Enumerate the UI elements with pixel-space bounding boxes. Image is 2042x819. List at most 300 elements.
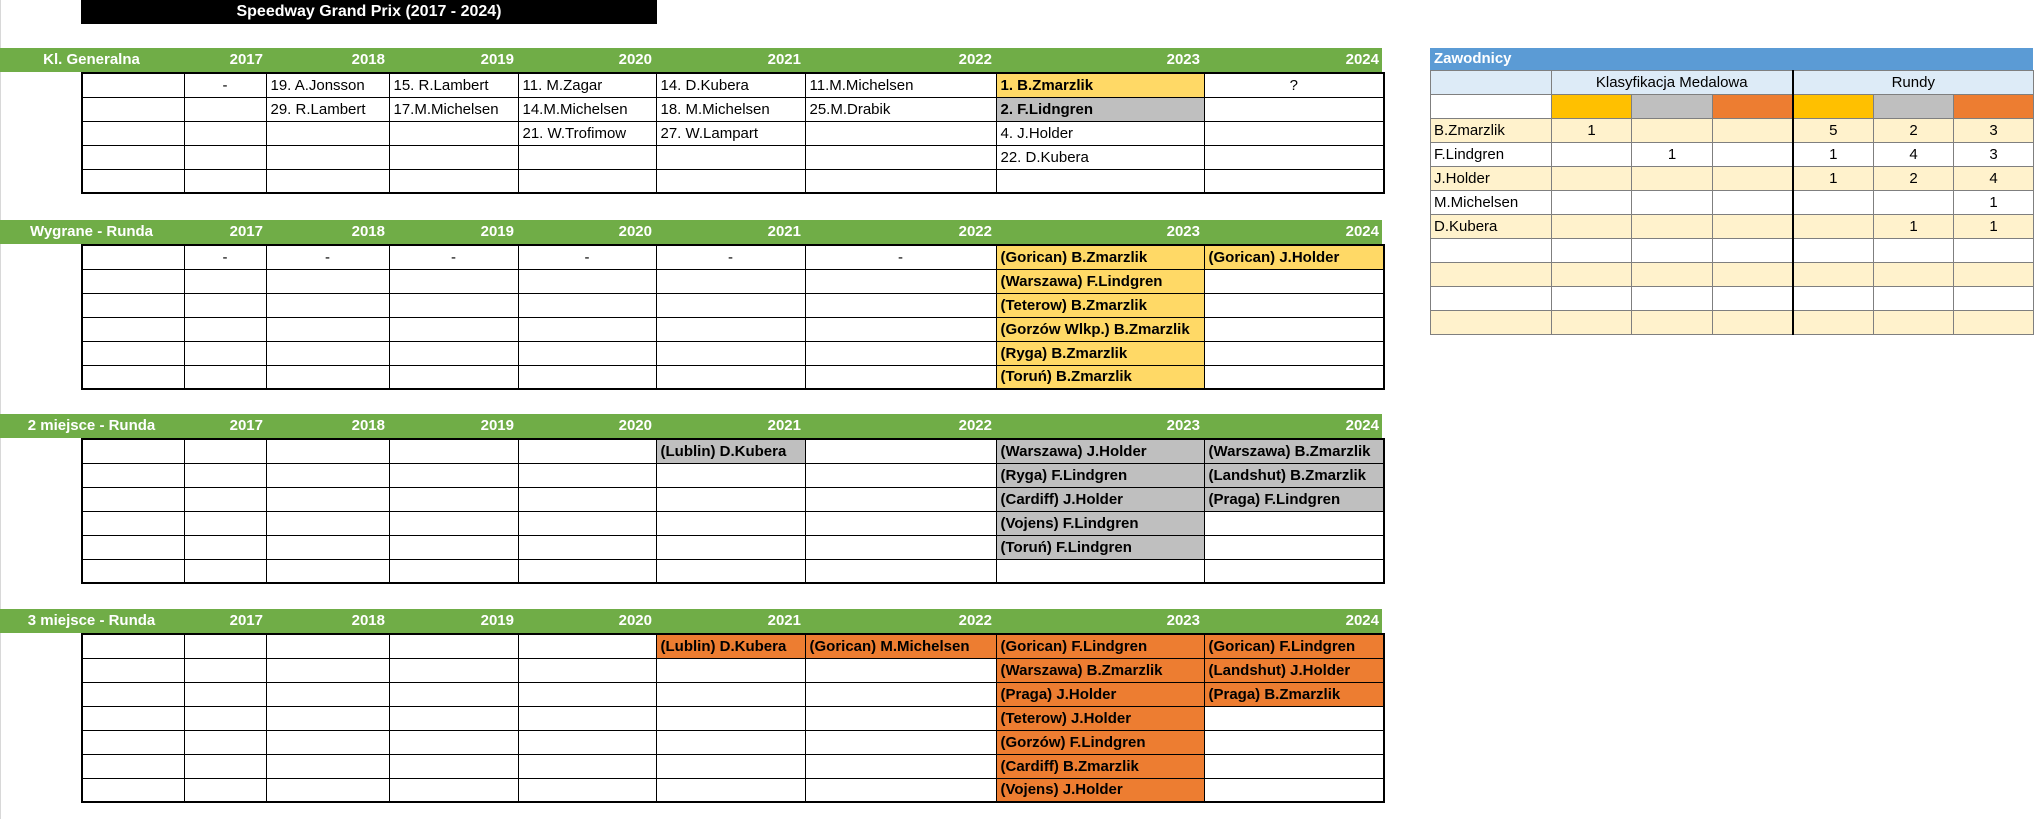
table-cell[interactable]: (Vojens) J.Holder xyxy=(996,778,1204,802)
table-cell[interactable] xyxy=(1552,167,1632,191)
table-cell[interactable] xyxy=(518,439,656,463)
table-cell[interactable]: 1 xyxy=(1793,167,1874,191)
table-cell[interactable] xyxy=(266,317,389,341)
table-cell[interactable] xyxy=(656,511,805,535)
table-cell[interactable] xyxy=(518,658,656,682)
table-cell[interactable]: 18. M.Michelsen xyxy=(656,97,805,121)
table-cell[interactable] xyxy=(1793,239,1874,263)
medal-classification-label: Klasyfikacja Medalowa xyxy=(1552,71,1793,95)
year-2019: 2019 xyxy=(480,417,514,434)
table-cell[interactable] xyxy=(389,634,518,658)
table-cell[interactable] xyxy=(389,487,518,511)
table-cell[interactable] xyxy=(266,293,389,317)
year-2021: 2021 xyxy=(767,51,801,68)
table-cell[interactable]: - xyxy=(656,245,805,269)
table-cell[interactable]: - xyxy=(184,245,266,269)
table-cell[interactable]: 1 xyxy=(1954,191,2034,215)
table-cell[interactable] xyxy=(266,706,389,730)
table-cell[interactable]: (Ryga) B.Zmarzlik xyxy=(996,341,1204,365)
year-2024: 2024 xyxy=(1345,223,1379,240)
table-cell[interactable] xyxy=(266,269,389,293)
table-cell[interactable] xyxy=(389,169,518,193)
table-cell[interactable] xyxy=(82,439,184,463)
table-cell[interactable]: (Landshut) J.Holder xyxy=(1204,658,1384,682)
table-cell[interactable] xyxy=(656,559,805,583)
table-cell[interactable] xyxy=(656,487,805,511)
table-row xyxy=(82,511,1384,535)
table-cell[interactable] xyxy=(656,682,805,706)
table-cell[interactable]: F.Lindgren xyxy=(1431,143,1552,167)
table-cell[interactable] xyxy=(805,145,996,169)
table-cell[interactable] xyxy=(1552,311,1632,335)
table-cell[interactable]: 4. J.Holder xyxy=(996,121,1204,145)
table-cell[interactable]: (Praga) J.Holder xyxy=(996,682,1204,706)
table-cell[interactable]: (Gorican) F.Lindgren xyxy=(1204,634,1384,658)
table-cell[interactable]: (Warszawa) B.Zmarzlik xyxy=(996,658,1204,682)
table-cell[interactable] xyxy=(184,682,266,706)
table-cell[interactable] xyxy=(1204,706,1384,730)
table-cell[interactable] xyxy=(1204,317,1384,341)
table-cell[interactable] xyxy=(1552,263,1632,287)
table-cell[interactable] xyxy=(389,341,518,365)
table-cell[interactable] xyxy=(1552,287,1632,311)
table-cell[interactable] xyxy=(82,245,184,269)
table-cell[interactable] xyxy=(518,341,656,365)
table-cell[interactable] xyxy=(1204,754,1384,778)
table-cell[interactable] xyxy=(266,535,389,559)
rounds-label: Rundy xyxy=(1793,71,2034,95)
table-cell[interactable] xyxy=(805,658,996,682)
table-cell[interactable] xyxy=(518,778,656,802)
table-cell[interactable] xyxy=(1713,311,1793,335)
table-cell[interactable] xyxy=(1954,287,2034,311)
table-cell[interactable] xyxy=(805,439,996,463)
table-cell[interactable] xyxy=(184,511,266,535)
table-cell[interactable]: 29. R.Lambert xyxy=(266,97,389,121)
table-cell[interactable] xyxy=(656,754,805,778)
table-cell[interactable]: (Gorican) M.Michelsen xyxy=(805,634,996,658)
table-cell[interactable] xyxy=(1552,239,1632,263)
table-cell[interactable] xyxy=(82,145,184,169)
table-cell[interactable]: 2 xyxy=(1874,119,1954,143)
table-cell[interactable] xyxy=(1632,191,1713,215)
table-cell[interactable]: 1 xyxy=(1632,143,1713,167)
table-cell[interactable] xyxy=(82,293,184,317)
table-cell[interactable] xyxy=(184,145,266,169)
table-cell[interactable] xyxy=(266,169,389,193)
table-cell[interactable] xyxy=(518,730,656,754)
table-cell[interactable] xyxy=(1874,263,1954,287)
table-cell[interactable] xyxy=(805,121,996,145)
table-cell[interactable] xyxy=(518,535,656,559)
table-cell[interactable] xyxy=(1793,263,1874,287)
table-cell[interactable] xyxy=(1793,287,1874,311)
table-cell[interactable] xyxy=(266,121,389,145)
table-cell[interactable] xyxy=(389,730,518,754)
table-cell[interactable] xyxy=(1713,119,1793,143)
table-cell[interactable]: 1 xyxy=(1954,215,2034,239)
table-cell[interactable]: 17.M.Michelsen xyxy=(389,97,518,121)
table-cell[interactable] xyxy=(1632,167,1713,191)
table-cell[interactable] xyxy=(656,269,805,293)
table-cell[interactable] xyxy=(389,559,518,583)
table-cell[interactable] xyxy=(389,145,518,169)
table-cell[interactable]: (Vojens) F.Lindgren xyxy=(996,511,1204,535)
table-cell[interactable] xyxy=(266,365,389,389)
table-cell[interactable] xyxy=(266,682,389,706)
table-cell[interactable] xyxy=(266,463,389,487)
table-cell[interactable] xyxy=(805,778,996,802)
table-cell[interactable]: 2 xyxy=(1874,167,1954,191)
table-cell[interactable] xyxy=(266,778,389,802)
table-cell[interactable] xyxy=(1431,239,1552,263)
table-cell[interactable]: (Warszawa) B.Zmarzlik xyxy=(1204,439,1384,463)
table-cell[interactable] xyxy=(266,439,389,463)
table-cell[interactable] xyxy=(1713,191,1793,215)
table-cell[interactable] xyxy=(184,317,266,341)
table-cell[interactable] xyxy=(805,535,996,559)
table-cell[interactable] xyxy=(805,730,996,754)
table-cell[interactable]: 1 xyxy=(1874,215,1954,239)
table-cell[interactable] xyxy=(518,487,656,511)
table-cell[interactable] xyxy=(184,634,266,658)
table-cell[interactable]: 4 xyxy=(1954,167,2034,191)
table-cell[interactable] xyxy=(1632,263,1713,287)
table-cell[interactable] xyxy=(266,487,389,511)
table-cell[interactable]: (Teterow) B.Zmarzlik xyxy=(996,293,1204,317)
table-cell[interactable] xyxy=(1874,311,1954,335)
table-cell[interactable] xyxy=(184,730,266,754)
table-cell[interactable] xyxy=(389,535,518,559)
table-cell[interactable] xyxy=(1874,287,1954,311)
table-cell[interactable] xyxy=(184,269,266,293)
table-cell[interactable] xyxy=(389,439,518,463)
table-cell[interactable]: 1 xyxy=(1552,119,1632,143)
table-cell[interactable]: (Gorican) J.Holder xyxy=(1204,245,1384,269)
year-2017: 2017 xyxy=(229,612,263,629)
table-cell[interactable] xyxy=(1713,143,1793,167)
table-cell[interactable] xyxy=(1713,263,1793,287)
table-cell[interactable] xyxy=(656,293,805,317)
table-cell[interactable] xyxy=(266,341,389,365)
table-cell[interactable]: (Gorican) B.Zmarzlik xyxy=(996,245,1204,269)
table-cell[interactable] xyxy=(82,121,184,145)
table-cell[interactable] xyxy=(996,559,1204,583)
table-cell[interactable] xyxy=(82,559,184,583)
table-cell[interactable] xyxy=(518,706,656,730)
table-cell[interactable] xyxy=(1204,269,1384,293)
table-cell[interactable] xyxy=(805,487,996,511)
table-cell[interactable] xyxy=(82,658,184,682)
table-cell[interactable]: 4 xyxy=(1874,143,1954,167)
table-cell[interactable] xyxy=(82,365,184,389)
table-cell[interactable]: 2. F.Lidngren xyxy=(996,97,1204,121)
table-cell[interactable] xyxy=(1204,511,1384,535)
table-cell[interactable]: 1 xyxy=(1793,143,1874,167)
table-cell[interactable] xyxy=(1431,287,1552,311)
table-cell[interactable]: (Praga) F.Lindgren xyxy=(1204,487,1384,511)
table-cell[interactable] xyxy=(82,511,184,535)
table-cell[interactable]: 15. R.Lambert xyxy=(389,73,518,97)
table-cell[interactable] xyxy=(266,511,389,535)
table-cell[interactable]: (Landshut) B.Zmarzlik xyxy=(1204,463,1384,487)
table-cell[interactable]: (Toruń) F.Lindgren xyxy=(996,535,1204,559)
table-cell[interactable] xyxy=(389,658,518,682)
table-cell[interactable] xyxy=(184,658,266,682)
table-cell[interactable] xyxy=(805,169,996,193)
table-cell[interactable] xyxy=(1552,215,1632,239)
table-cell[interactable] xyxy=(389,293,518,317)
table-cell[interactable] xyxy=(1793,215,1874,239)
table-cell[interactable] xyxy=(184,365,266,389)
table-cell[interactable] xyxy=(1632,311,1713,335)
table-cell[interactable] xyxy=(184,559,266,583)
table-row xyxy=(82,778,1384,802)
table-cell[interactable] xyxy=(656,341,805,365)
table-cell[interactable] xyxy=(82,97,184,121)
table-cell[interactable] xyxy=(82,317,184,341)
table-cell[interactable] xyxy=(389,365,518,389)
table-cell[interactable] xyxy=(805,559,996,583)
table-cell[interactable] xyxy=(1713,287,1793,311)
table-cell[interactable] xyxy=(1204,535,1384,559)
table-cell[interactable] xyxy=(82,706,184,730)
table-cell[interactable]: (Lublin) D.Kubera xyxy=(656,634,805,658)
table-cell[interactable]: (Cardiff) J.Holder xyxy=(996,487,1204,511)
table-cell[interactable] xyxy=(805,317,996,341)
table-cell[interactable] xyxy=(82,754,184,778)
table-cell[interactable] xyxy=(1204,97,1384,121)
table-cell[interactable] xyxy=(389,269,518,293)
table-cell[interactable] xyxy=(805,269,996,293)
table-cell[interactable] xyxy=(1552,191,1632,215)
table-cell[interactable] xyxy=(518,269,656,293)
year-2018: 2018 xyxy=(351,417,385,434)
table-cell[interactable] xyxy=(656,317,805,341)
table-row xyxy=(82,245,1384,269)
table-cell[interactable] xyxy=(184,439,266,463)
table-cell[interactable] xyxy=(1793,191,1874,215)
table-cell[interactable]: - xyxy=(518,245,656,269)
table-cell[interactable] xyxy=(1204,145,1384,169)
table-cell[interactable]: (Cardiff) B.Zmarzlik xyxy=(996,754,1204,778)
table-cell[interactable]: (Gorzów) F.Lindgren xyxy=(996,730,1204,754)
table-cell[interactable]: ? xyxy=(1204,73,1384,97)
table-cell[interactable] xyxy=(82,463,184,487)
table-cell[interactable] xyxy=(266,559,389,583)
table-cell[interactable]: (Warszawa) J.Holder xyxy=(996,439,1204,463)
table-cell[interactable]: - xyxy=(266,245,389,269)
table-cell[interactable] xyxy=(1954,311,2034,335)
table-cell[interactable]: J.Holder xyxy=(1431,167,1552,191)
table-cell[interactable] xyxy=(184,121,266,145)
table-cell[interactable] xyxy=(1874,191,1954,215)
table-cell[interactable] xyxy=(1552,143,1632,167)
table-cell[interactable] xyxy=(805,754,996,778)
table-cell[interactable] xyxy=(389,754,518,778)
table-row xyxy=(82,269,1384,293)
table-cell[interactable] xyxy=(656,169,805,193)
table-cell[interactable]: 11. M.Zagar xyxy=(518,73,656,97)
table-cell[interactable]: 3 xyxy=(1954,143,2034,167)
table-cell[interactable]: 14.M.Michelsen xyxy=(518,97,656,121)
table-cell[interactable]: (Ryga) F.Lindgren xyxy=(996,463,1204,487)
table-cell[interactable] xyxy=(389,511,518,535)
table-cell[interactable] xyxy=(805,365,996,389)
table-cell[interactable] xyxy=(805,706,996,730)
table-cell[interactable] xyxy=(1874,239,1954,263)
table-cell[interactable]: (Gorzów Wlkp.) B.Zmarzlik xyxy=(996,317,1204,341)
table-cell[interactable] xyxy=(266,658,389,682)
table-cell[interactable] xyxy=(1954,239,2034,263)
table-cell[interactable]: 19. A.Jonsson xyxy=(266,73,389,97)
table-cell[interactable]: (Teterow) J.Holder xyxy=(996,706,1204,730)
table-cell[interactable] xyxy=(518,511,656,535)
table-cell[interactable]: - xyxy=(184,73,266,97)
table-cell[interactable] xyxy=(82,682,184,706)
table-cell[interactable] xyxy=(184,487,266,511)
table-cell[interactable] xyxy=(1431,311,1552,335)
table-cell[interactable] xyxy=(656,535,805,559)
table-cell[interactable] xyxy=(184,97,266,121)
table-cell[interactable] xyxy=(656,730,805,754)
table-cell[interactable]: - xyxy=(805,245,996,269)
table-cell[interactable]: 27. W.Lampart xyxy=(656,121,805,145)
table-cell[interactable] xyxy=(82,169,184,193)
table-cell[interactable] xyxy=(389,317,518,341)
table-cell[interactable] xyxy=(1204,730,1384,754)
table-cell[interactable] xyxy=(1793,311,1874,335)
table-cell[interactable] xyxy=(1431,263,1552,287)
table-cell[interactable] xyxy=(82,487,184,511)
table-cell[interactable] xyxy=(389,463,518,487)
table-row xyxy=(82,730,1384,754)
table-row xyxy=(82,293,1384,317)
table-cell[interactable] xyxy=(805,682,996,706)
table-cell[interactable] xyxy=(184,463,266,487)
table-cell[interactable] xyxy=(1632,239,1713,263)
table-cell[interactable] xyxy=(184,293,266,317)
table-cell[interactable] xyxy=(518,754,656,778)
table-cell[interactable] xyxy=(82,634,184,658)
table-cell[interactable] xyxy=(389,682,518,706)
table-cell[interactable]: (Lublin) D.Kubera xyxy=(656,439,805,463)
table-cell[interactable] xyxy=(82,73,184,97)
second-header xyxy=(0,414,1382,438)
table-cell[interactable] xyxy=(82,269,184,293)
table-cell[interactable]: (Gorican) F.Lindgren xyxy=(996,634,1204,658)
table-row xyxy=(82,559,1384,583)
table-cell[interactable] xyxy=(1954,263,2034,287)
table-row xyxy=(82,169,1384,193)
table-cell[interactable] xyxy=(656,145,805,169)
table-cell[interactable]: 3 xyxy=(1954,119,2034,143)
table-cell[interactable] xyxy=(1632,215,1713,239)
table-cell[interactable] xyxy=(518,559,656,583)
table-cell[interactable] xyxy=(1632,119,1713,143)
table-cell[interactable] xyxy=(266,634,389,658)
table-cell[interactable] xyxy=(1632,287,1713,311)
table-cell[interactable] xyxy=(266,754,389,778)
table-cell[interactable]: B.Zmarzlik xyxy=(1431,119,1552,143)
table-cell[interactable] xyxy=(389,121,518,145)
table-cell[interactable] xyxy=(266,730,389,754)
table-cell[interactable] xyxy=(996,169,1204,193)
rider-row xyxy=(1431,311,2034,335)
table-cell[interactable] xyxy=(518,634,656,658)
table-cell[interactable] xyxy=(184,169,266,193)
table-cell[interactable]: (Warszawa) F.Lindgren xyxy=(996,269,1204,293)
table-cell[interactable] xyxy=(518,682,656,706)
table-cell[interactable] xyxy=(656,658,805,682)
table-cell[interactable] xyxy=(1204,341,1384,365)
table-cell[interactable]: 11.M.Michelsen xyxy=(805,73,996,97)
table-cell[interactable] xyxy=(656,778,805,802)
table-cell[interactable]: 22. D.Kubera xyxy=(996,145,1204,169)
table-cell[interactable] xyxy=(805,293,996,317)
table-cell[interactable] xyxy=(1713,215,1793,239)
table-cell[interactable] xyxy=(518,145,656,169)
table-cell[interactable]: D.Kubera xyxy=(1431,215,1552,239)
table-cell[interactable] xyxy=(82,341,184,365)
table-cell[interactable] xyxy=(184,754,266,778)
table-cell[interactable] xyxy=(82,778,184,802)
table-cell[interactable] xyxy=(1204,121,1384,145)
table-cell[interactable] xyxy=(656,706,805,730)
table-cell[interactable] xyxy=(805,511,996,535)
table-cell[interactable] xyxy=(389,706,518,730)
table-cell[interactable]: 25.M.Drabik xyxy=(805,97,996,121)
table-cell[interactable] xyxy=(656,463,805,487)
table-cell[interactable]: 14. D.Kubera xyxy=(656,73,805,97)
table-cell[interactable] xyxy=(184,706,266,730)
table-cell[interactable] xyxy=(518,317,656,341)
table-cell[interactable]: 1. B.Zmarzlik xyxy=(996,73,1204,97)
year-2023: 2023 xyxy=(1166,223,1200,240)
table-cell[interactable]: - xyxy=(389,245,518,269)
table-cell[interactable] xyxy=(82,535,184,559)
table-cell[interactable] xyxy=(266,145,389,169)
table-cell[interactable] xyxy=(1713,239,1793,263)
table-cell[interactable] xyxy=(1713,167,1793,191)
table-cell[interactable] xyxy=(518,293,656,317)
table-cell[interactable] xyxy=(1204,365,1384,389)
table-cell[interactable] xyxy=(1204,169,1384,193)
table-cell[interactable] xyxy=(1204,559,1384,583)
table-cell[interactable] xyxy=(518,463,656,487)
table-cell[interactable]: (Praga) B.Zmarzlik xyxy=(1204,682,1384,706)
table-cell[interactable]: M.Michelsen xyxy=(1431,191,1552,215)
table-cell[interactable] xyxy=(656,365,805,389)
wins-header-label: Wygrane - Runda xyxy=(29,223,154,240)
table-row xyxy=(82,463,1384,487)
table-cell[interactable]: 5 xyxy=(1793,119,1874,143)
table-cell[interactable] xyxy=(184,778,266,802)
table-cell[interactable] xyxy=(184,341,266,365)
table-cell[interactable] xyxy=(518,169,656,193)
table-cell[interactable] xyxy=(1204,778,1384,802)
table-cell[interactable] xyxy=(518,365,656,389)
table-cell[interactable] xyxy=(805,341,996,365)
table-cell[interactable]: (Toruń) B.Zmarzlik xyxy=(996,365,1204,389)
table-cell[interactable]: 21. W.Trofimow xyxy=(518,121,656,145)
table-cell[interactable] xyxy=(184,535,266,559)
table-cell[interactable] xyxy=(1204,293,1384,317)
table-cell[interactable] xyxy=(389,778,518,802)
table-cell[interactable] xyxy=(805,463,996,487)
riders-table xyxy=(1430,70,2034,335)
table-cell[interactable] xyxy=(82,730,184,754)
